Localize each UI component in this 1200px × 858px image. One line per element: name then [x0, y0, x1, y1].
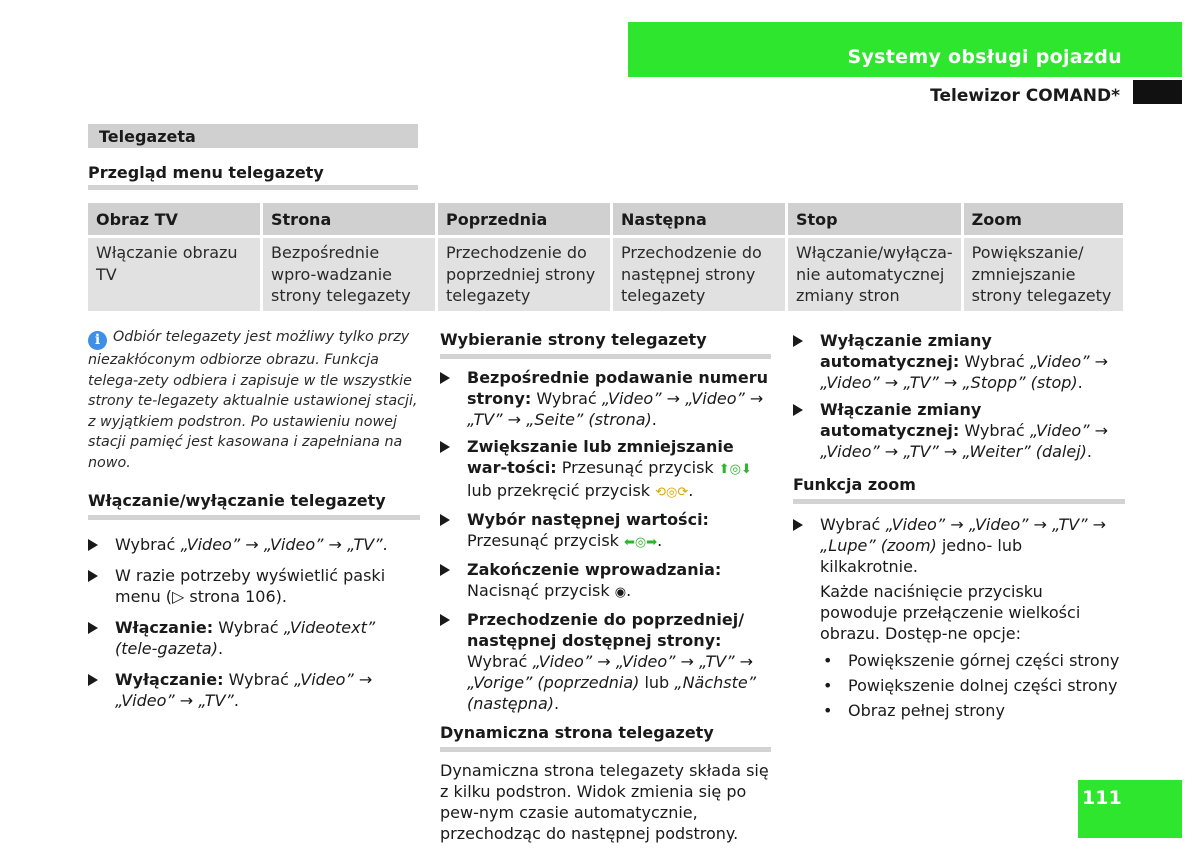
list-item: Włączanie zmiany automatycznej: Wybrać „Video” → „Video” → „TV” → „Weiter” (dalej).: [793, 399, 1125, 462]
chapter-tab: [1133, 80, 1182, 104]
divider: [440, 354, 771, 359]
table-header: Zoom: [961, 203, 1123, 235]
arrow-bullet-icon: [793, 335, 803, 347]
list-item: Wybrać „Video” → „Video” → „TV” → „Lupe” (zoom) jedno- lub kilkakrotnie.: [793, 514, 1125, 577]
table-header: Następna: [610, 203, 785, 235]
controller-press-icon: ◉: [614, 585, 627, 600]
zoom-title: Funkcja zoom: [793, 475, 916, 494]
left-column: [88, 327, 420, 721]
list-item: Bezpośrednie podawanie numeru strony: Wybrać „Video” → „Video” → „TV” → „Seite” (strona).: [440, 367, 771, 430]
controller-slide-leftright-icon: ⬅◎➡: [624, 535, 658, 550]
page-number-tab: [1078, 780, 1182, 838]
table-cell: Przechodzenie do następnej strony telegazety: [610, 235, 785, 311]
teletext-toggle-title: Włączanie/wyłączanie telegazety: [88, 491, 386, 510]
divider: [793, 499, 1125, 504]
info-icon: i: [88, 331, 107, 350]
list-item: • Powiększenie górnej części strony: [823, 651, 1120, 670]
zoom-options: [793, 650, 1125, 721]
arrow-bullet-icon: [88, 674, 98, 686]
list-item: Włączanie: Wybrać „Videotext” (tele-gazeta).: [88, 617, 420, 659]
divider: [88, 515, 420, 520]
list-item: • Powiększenie dolnej części strony: [823, 676, 1118, 695]
arrow-bullet-icon: [440, 614, 450, 626]
arrow-bullet-icon: [440, 441, 450, 453]
table-header: Strona: [260, 203, 435, 235]
list-item: W razie potrzeby wyświetlić paski menu (▷ strona 106).: [88, 565, 420, 607]
arrow-bullet-icon: [88, 570, 98, 582]
dynamic-page-title: Dynamiczna strona telegazety: [440, 723, 714, 742]
list-item: Zwiększanie lub zmniejszanie war-tości: Przesunąć przycisk ⬆◎⬇ lub przekręcić przycisk ⟲◎⟳.: [440, 436, 771, 503]
table-header: Obraz TV: [88, 203, 260, 235]
info-note-text: Odbiór telegazety jest możliwy tylko przy niezakłóconym odbiorze obrazu. Funkcja telega-zety odbiera i zapisuje w tle wszystkie strony te-legazety aktualnie ustawionej stacji, z wyjątkiem podstron. Po ustawieniu nowej stacji pamięć jest kasowana i zapełniana na nowo.: [88, 329, 418, 471]
arrow-bullet-icon: [440, 564, 450, 576]
list-item: Wyłączanie zmiany automatycznej: Wybrać „Video” → „Video” → „TV” → „Stopp” (stop).: [793, 330, 1125, 393]
controller-rotate-icon: ⟲◎⟳: [655, 485, 689, 500]
section-header-bar: [628, 22, 1182, 77]
section-title: Systemy obsługi pojazdu: [847, 46, 1122, 68]
list-item: • Obraz pełnej strony: [823, 701, 1005, 720]
middle-column: [440, 329, 771, 844]
subsection-title: Telewizor COMAND*: [930, 86, 1120, 106]
teletext-heading: Telegazeta: [99, 127, 196, 146]
table-header-row: [88, 203, 1123, 235]
arrow-bullet-icon: [793, 404, 803, 416]
table-cell: Powiększanie/ zmniejszanie strony telegazety: [961, 235, 1123, 311]
teletext-menu-table: [88, 203, 1123, 311]
zoom-description: Każde naciśnięcie przycisku powoduje przełączenie wielkości obrazu. Dostęp-ne opcje:: [820, 582, 1081, 643]
arrow-bullet-icon: [88, 622, 98, 634]
arrow-bullet-icon: [793, 519, 803, 531]
table-header: Poprzednia: [435, 203, 610, 235]
list-item: Wybrać „Video” → „Video” → „TV”.: [88, 534, 420, 555]
right-column: [793, 330, 1125, 725]
list-item: Wyłączanie: Wybrać „Video” → „Video” → „TV”.: [88, 669, 420, 711]
page-number: 111: [1082, 787, 1122, 809]
page-selection-title: Wybieranie strony telegazety: [440, 330, 707, 349]
table-cell: Włączanie obrazu TV: [88, 235, 260, 311]
table-header: Stop: [785, 203, 961, 235]
divider: [88, 185, 418, 190]
teletext-heading-bar: [88, 124, 418, 148]
dynamic-page-text: Dynamiczna strona telegazety składa się z kilku podstron. Widok zmienia się po pew-nym czasie automatycznie, przechodząc do następnej podstrony.: [440, 761, 769, 843]
info-note: [88, 327, 420, 473]
controller-slide-updown-icon: ⬆◎⬇: [718, 462, 752, 477]
list-item: Zakończenie wprowadzania: Nacisnąć przycisk ◉.: [440, 559, 771, 603]
table-row: [88, 235, 1123, 311]
list-item: Wybór następnej wartości: Przesunąć przycisk ⬅◎➡.: [440, 509, 771, 553]
divider: [440, 747, 771, 752]
arrow-bullet-icon: [440, 514, 450, 526]
menu-overview-title: Przegląd menu telegazety: [88, 163, 324, 182]
list-item: Przechodzenie do poprzedniej/ następnej dostępnej strony: Wybrać „Video” → „Video” → „TV” → „Vorige” (poprzednia) lub „Nächste” (następna).: [440, 609, 771, 714]
arrow-bullet-icon: [440, 372, 450, 384]
table-cell: Przechodzenie do poprzedniej strony telegazety: [435, 235, 610, 311]
table-cell: Włączanie/wyłącza-nie automatycznej zmiany stron: [785, 235, 961, 311]
arrow-bullet-icon: [88, 539, 98, 551]
table-cell: Bezpośrednie wpro-wadzanie strony telegazety: [260, 235, 435, 311]
